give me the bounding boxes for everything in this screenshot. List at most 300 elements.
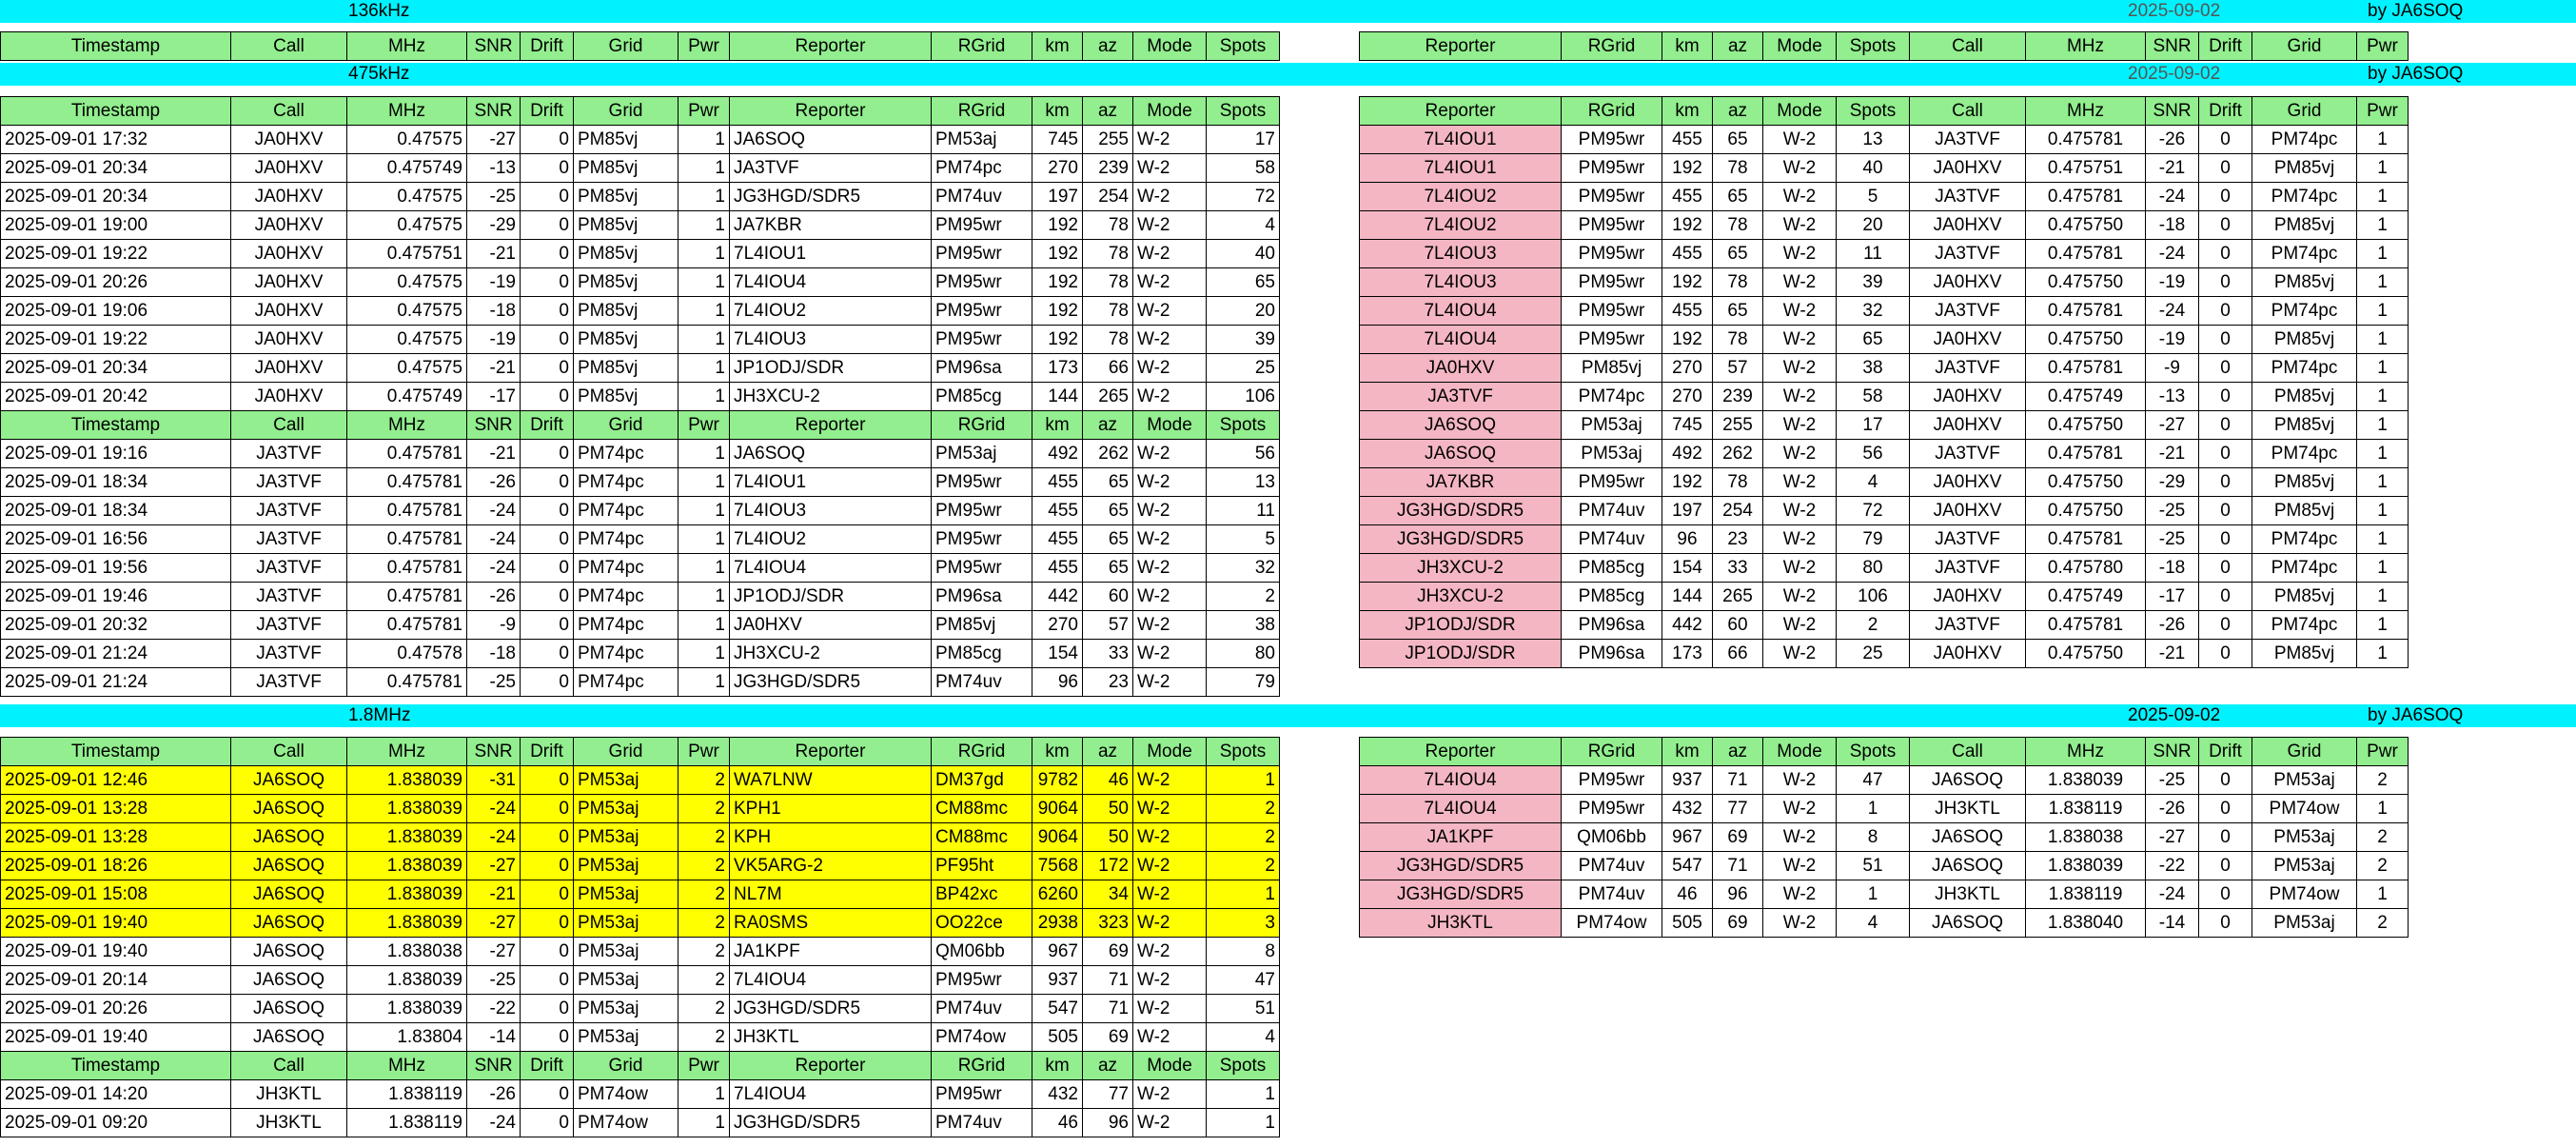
table-cell: 1.838039 [347, 823, 467, 852]
table-cell: 0 [521, 154, 574, 183]
table-row [1360, 440, 2409, 468]
table-cell: 7L4IOU4 [730, 268, 932, 297]
table-cell: PM53aj [574, 938, 678, 966]
table-cell: 0.475781 [2026, 183, 2146, 211]
table-cell: 1 [2357, 795, 2409, 823]
table-cell: 4 [1207, 1023, 1280, 1052]
table-cell: JA6SOQ [1360, 411, 1562, 440]
table-cell: JG3HGD/SDR5 [1360, 852, 1562, 880]
table-cell: PM95wr [932, 1080, 1032, 1109]
table-cell: 254 [1083, 183, 1133, 211]
column-header: az [1083, 32, 1133, 61]
table-cell: 7L4IOU3 [730, 326, 932, 354]
table-cell: 66 [1713, 640, 1763, 668]
table-cell: 0 [521, 1080, 574, 1109]
column-header: MHz [2026, 738, 2146, 766]
column-header: Grid [2252, 97, 2357, 126]
table-cell: 455 [1032, 554, 1083, 583]
table-cell: 77 [1713, 795, 1763, 823]
table-cell: PM74pc [574, 640, 678, 668]
column-header: az [1713, 97, 1763, 126]
table-cell: 547 [1662, 852, 1713, 880]
table-cell: PM85vj [1562, 354, 1662, 383]
table-cell: 0 [521, 468, 574, 497]
table-cell: PM74pc [2252, 240, 2357, 268]
table-cell: 492 [1662, 440, 1713, 468]
table-cell: JA0HXV [1910, 211, 2026, 240]
table-cell: 1 [678, 326, 730, 354]
table-cell: JA0HXV [1910, 268, 2026, 297]
table-cell: PM53aj [574, 766, 678, 795]
table-cell: 1 [2357, 154, 2409, 183]
table-cell: JA0HXV [231, 268, 347, 297]
table-cell: 11 [1837, 240, 1910, 268]
table-cell: 7568 [1032, 852, 1083, 880]
table-cell: -19 [467, 326, 521, 354]
column-header: RGrid [1562, 738, 1662, 766]
table-cell: JA3TVF [730, 154, 932, 183]
table-cell: -21 [467, 440, 521, 468]
table-cell: 2025-09-01 13:28 [1, 823, 231, 852]
table-cell: -21 [2146, 640, 2199, 668]
table-row [1360, 583, 2409, 611]
table-cell: 0 [2199, 766, 2252, 795]
table-cell: 197 [1032, 183, 1083, 211]
table-cell: -24 [2146, 880, 2199, 909]
table-cell: 0.475781 [347, 468, 467, 497]
table-cell: 270 [1032, 154, 1083, 183]
table-cell: JA7KBR [730, 211, 932, 240]
table-cell: PM85vj [574, 154, 678, 183]
column-header: MHz [347, 738, 467, 766]
table-cell: 0 [2199, 583, 2252, 611]
table-cell: 1 [1837, 880, 1910, 909]
table-cell: 0.475781 [2026, 297, 2146, 326]
table-cell: 270 [1032, 611, 1083, 640]
table-cell: 6260 [1032, 880, 1083, 909]
table-cell: 0.475750 [2026, 640, 2146, 668]
table-cell: 239 [1713, 383, 1763, 411]
table-cell: 1.838119 [2026, 880, 2146, 909]
column-header: km [1662, 738, 1713, 766]
table-cell: 547 [1032, 995, 1083, 1023]
table-cell: 46 [1032, 1109, 1083, 1137]
table-cell: -24 [2146, 183, 2199, 211]
table-cell: 0.475781 [347, 525, 467, 554]
table-136khz-by-reporter [1359, 31, 2409, 61]
table-cell: JA0HXV [1910, 383, 2026, 411]
table-cell: 7L4IOU4 [1360, 766, 1562, 795]
table-cell: PM74ow [574, 1109, 678, 1137]
table-cell: JA3TVF [1910, 297, 2026, 326]
table-row [1, 1080, 1280, 1109]
table-cell: 1 [678, 1109, 730, 1137]
column-header: Call [231, 1052, 347, 1080]
table-cell: PM74pc [2252, 440, 2357, 468]
table-cell: 0 [2199, 354, 2252, 383]
table-cell: 2 [2357, 852, 2409, 880]
table-cell: 1 [2357, 354, 2409, 383]
table-cell: 2025-09-01 19:22 [1, 326, 231, 354]
table-cell: 78 [1713, 326, 1763, 354]
table-cell: W-2 [1763, 440, 1837, 468]
table-cell: 0 [521, 240, 574, 268]
table-row [1, 938, 1280, 966]
table-cell: 0.475750 [2026, 497, 2146, 525]
table-cell: 0 [2199, 411, 2252, 440]
table-cell: 255 [1713, 411, 1763, 440]
table-cell: PM53aj [2252, 909, 2357, 938]
table-cell: PM74pc [1562, 383, 1662, 411]
column-header: Drift [2199, 32, 2252, 61]
table-cell: JA6SOQ [730, 440, 932, 468]
header-row [1, 97, 1280, 126]
header-row [1360, 738, 2409, 766]
table-cell: W-2 [1133, 1109, 1207, 1137]
table-cell: PM74pc [2252, 611, 2357, 640]
table-cell: 2025-09-01 18:26 [1, 852, 231, 880]
table-cell: 2025-09-01 19:46 [1, 583, 231, 611]
table-cell: 0.475751 [347, 240, 467, 268]
table-cell: 197 [1662, 497, 1713, 525]
table-cell: 2025-09-01 21:24 [1, 668, 231, 697]
table-row [1, 823, 1280, 852]
table-cell: 0 [521, 966, 574, 995]
table-cell: CM88mc [932, 795, 1032, 823]
table-cell: 323 [1083, 909, 1133, 938]
table-cell: PM85vj [2252, 211, 2357, 240]
table-cell: -25 [467, 183, 521, 211]
table-cell: PM53aj [2252, 766, 2357, 795]
table-cell: 46 [1662, 880, 1713, 909]
column-header: RGrid [932, 32, 1032, 61]
table-cell: W-2 [1763, 823, 1837, 852]
column-header: Timestamp [1, 738, 231, 766]
column-header: RGrid [932, 738, 1032, 766]
table-row [1, 268, 1280, 297]
table-cell: PM95wr [932, 297, 1032, 326]
table-cell: PM85cg [1562, 554, 1662, 583]
table-cell: PM74uv [1562, 852, 1662, 880]
table-row [1360, 468, 2409, 497]
table-cell: 0 [2199, 440, 2252, 468]
table-cell: W-2 [1133, 268, 1207, 297]
table-cell: JA0HXV [231, 383, 347, 411]
table-cell: 455 [1032, 468, 1083, 497]
table-cell: JH3KTL [1360, 909, 1562, 938]
table-cell: 0 [2199, 525, 2252, 554]
table-cell: W-2 [1133, 525, 1207, 554]
table-cell: 7L4IOU4 [730, 554, 932, 583]
table-cell: W-2 [1133, 354, 1207, 383]
table-cell: 0.475750 [2026, 468, 2146, 497]
table-cell: 0.475780 [2026, 554, 2146, 583]
table-cell: W-2 [1763, 795, 1837, 823]
table-cell: 0.475781 [2026, 611, 2146, 640]
table-cell: JA6SOQ [231, 995, 347, 1023]
table-cell: PM95wr [932, 240, 1032, 268]
table-cell: 144 [1032, 383, 1083, 411]
table-cell: 0 [521, 995, 574, 1023]
table-cell: -18 [467, 640, 521, 668]
table-cell: JG3HGD/SDR5 [730, 183, 932, 211]
table-row [1, 852, 1280, 880]
table-cell: 192 [1032, 240, 1083, 268]
table-cell: -21 [467, 240, 521, 268]
column-header: Timestamp [1, 411, 231, 440]
table-cell: 1.838040 [2026, 909, 2146, 938]
table-cell: 0.47575 [347, 268, 467, 297]
table-cell: 1 [2357, 440, 2409, 468]
table-cell: 25 [1207, 354, 1280, 383]
table-cell: PM95wr [932, 326, 1032, 354]
column-header: km [1032, 411, 1083, 440]
column-header: Spots [1837, 738, 1910, 766]
table-cell: 47 [1837, 766, 1910, 795]
table-cell: W-2 [1763, 326, 1837, 354]
table-cell: 1 [678, 154, 730, 183]
table-cell: JP1ODJ/SDR [730, 583, 932, 611]
table-cell: 0.475750 [2026, 268, 2146, 297]
table-cell: DM37gd [932, 766, 1032, 795]
table-row [1, 297, 1280, 326]
table-cell: PM85vj [574, 297, 678, 326]
table-cell: 78 [1083, 211, 1133, 240]
table-cell: 0 [2199, 383, 2252, 411]
table-cell: -27 [467, 126, 521, 154]
table-cell: JA3TVF [1910, 440, 2026, 468]
table-cell: W-2 [1133, 880, 1207, 909]
table-row [1, 795, 1280, 823]
table-cell: PM95wr [1562, 211, 1662, 240]
table-cell: 65 [1837, 326, 1910, 354]
table-cell: 2 [678, 852, 730, 880]
table-cell: 78 [1083, 326, 1133, 354]
table-cell: PM95wr [1562, 126, 1662, 154]
table-cell: PM95wr [932, 497, 1032, 525]
table-cell: 0 [521, 611, 574, 640]
table-cell: -24 [467, 525, 521, 554]
table-cell: PM95wr [932, 268, 1032, 297]
table-row [1, 611, 1280, 640]
table-cell: -29 [467, 211, 521, 240]
table-cell: 0 [521, 525, 574, 554]
table-cell: 20 [1837, 211, 1910, 240]
table-cell: JA3TVF [231, 611, 347, 640]
table-cell: W-2 [1133, 640, 1207, 668]
table-cell: 71 [1713, 766, 1763, 795]
table-cell: W-2 [1763, 354, 1837, 383]
table-cell: JG3HGD/SDR5 [730, 668, 932, 697]
table-cell: 13 [1837, 126, 1910, 154]
table-row [1360, 297, 2409, 326]
column-header: Call [231, 97, 347, 126]
table-cell: 2 [678, 880, 730, 909]
table-cell: 71 [1083, 995, 1133, 1023]
table-cell: -13 [2146, 383, 2199, 411]
table-cell: 79 [1207, 668, 1280, 697]
column-header: Reporter [730, 411, 932, 440]
table-cell: PM53aj [574, 823, 678, 852]
table-cell: 1 [678, 297, 730, 326]
column-header: Timestamp [1, 97, 231, 126]
table-row [1, 880, 1280, 909]
column-header: Pwr [2357, 738, 2409, 766]
table-cell: 2 [2357, 823, 2409, 852]
table-cell: PM85vj [2252, 640, 2357, 668]
table-cell: JA0HXV [1910, 411, 2026, 440]
table-cell: PM74ow [1562, 909, 1662, 938]
column-header: Drift [521, 1052, 574, 1080]
table-cell: W-2 [1133, 668, 1207, 697]
column-header: SNR [467, 97, 521, 126]
column-header: Spots [1207, 1052, 1280, 1080]
table-cell: PF95ht [932, 852, 1032, 880]
table-cell: 7L4IOU2 [730, 525, 932, 554]
table-cell: 1 [678, 468, 730, 497]
table-cell: -31 [467, 766, 521, 795]
table-cell: 0 [521, 326, 574, 354]
table-cell: 69 [1083, 1023, 1133, 1052]
table-cell: 0 [2199, 880, 2252, 909]
table-cell: -18 [2146, 554, 2199, 583]
table-cell: 65 [1083, 525, 1133, 554]
table-cell: 1 [678, 126, 730, 154]
table-cell: JA6SOQ [1910, 909, 2026, 938]
table-cell: 2025-09-01 19:22 [1, 240, 231, 268]
table-cell: JA0HXV [730, 611, 932, 640]
table-cell: 1.838119 [347, 1080, 467, 1109]
header-row [1, 1052, 1280, 1080]
column-header: Pwr [678, 32, 730, 61]
column-header: RGrid [932, 97, 1032, 126]
table-cell: 432 [1032, 1080, 1083, 1109]
table-cell: 0.475749 [2026, 383, 2146, 411]
table-cell: -24 [467, 497, 521, 525]
table-cell: 80 [1837, 554, 1910, 583]
table-cell: 51 [1207, 995, 1280, 1023]
table-cell: 4 [1837, 909, 1910, 938]
table-cell: 192 [1032, 268, 1083, 297]
table-cell: -17 [2146, 583, 2199, 611]
table-cell: -22 [2146, 852, 2199, 880]
table-cell: 2025-09-01 15:08 [1, 880, 231, 909]
column-header: Grid [574, 411, 678, 440]
date-label-18mhz: 2025-09-02 [2128, 705, 2221, 725]
table-cell: PM85vj [2252, 268, 2357, 297]
table-cell: PM85vj [932, 611, 1032, 640]
table-cell: 0.475781 [2026, 354, 2146, 383]
table-cell: 2025-09-01 19:40 [1, 909, 231, 938]
table-cell: PM95wr [1562, 297, 1662, 326]
table-cell: 262 [1713, 440, 1763, 468]
table-cell: W-2 [1133, 497, 1207, 525]
table-cell: 1 [678, 583, 730, 611]
table-cell: 2025-09-01 20:34 [1, 154, 231, 183]
table-cell: 0.47575 [347, 126, 467, 154]
table-row [1360, 880, 2409, 909]
table-cell: 17 [1207, 126, 1280, 154]
table-cell: 1 [2357, 880, 2409, 909]
table-cell: W-2 [1133, 995, 1207, 1023]
band-label-136khz: 136kHz [348, 1, 410, 21]
table-cell: 1.83804 [347, 1023, 467, 1052]
table-cell: -26 [467, 583, 521, 611]
table-cell: JA0HXV [231, 297, 347, 326]
table-cell: -25 [2146, 497, 2199, 525]
table-cell: 40 [1837, 154, 1910, 183]
table-cell: JA6SOQ [231, 823, 347, 852]
table-cell: 0 [2199, 126, 2252, 154]
table-cell: 1 [2357, 583, 2409, 611]
column-header: Reporter [730, 32, 932, 61]
table-cell: NL7M [730, 880, 932, 909]
table-cell: JA3TVF [231, 668, 347, 697]
table-cell: W-2 [1133, 240, 1207, 268]
column-header: MHz [347, 32, 467, 61]
table-cell: -13 [467, 154, 521, 183]
table-cell: 0 [2199, 497, 2252, 525]
table-row [1, 468, 1280, 497]
table-cell: 192 [1032, 326, 1083, 354]
table-cell: 2 [678, 909, 730, 938]
table-cell: 56 [1207, 440, 1280, 468]
header-row [1360, 32, 2409, 61]
table-cell: W-2 [1763, 640, 1837, 668]
table-cell: W-2 [1133, 823, 1207, 852]
column-header: Grid [574, 97, 678, 126]
table-cell: PM95wr [1562, 468, 1662, 497]
table-cell: -9 [2146, 354, 2199, 383]
table-cell: W-2 [1763, 154, 1837, 183]
table-cell: 78 [1713, 154, 1763, 183]
author-label-475khz: by JA6SOQ [2368, 64, 2464, 84]
table-18mhz-by-call [0, 737, 1280, 1137]
table-cell: 2 [678, 966, 730, 995]
table-cell: JH3KTL [1910, 795, 2026, 823]
table-cell: 2025-09-01 20:42 [1, 383, 231, 411]
table-row [1360, 383, 2409, 411]
table-cell: JH3XCU-2 [1360, 583, 1562, 611]
table-cell: JA0HXV [1910, 497, 2026, 525]
table-cell: 173 [1662, 640, 1713, 668]
table-cell: 0.475781 [2026, 126, 2146, 154]
table-cell: CM88mc [932, 823, 1032, 852]
table-cell: 65 [1207, 268, 1280, 297]
table-cell: 0 [2199, 268, 2252, 297]
table-cell: -24 [467, 554, 521, 583]
table-cell: 72 [1207, 183, 1280, 211]
table-cell: PM53aj [932, 440, 1032, 468]
table-cell: W-2 [1133, 852, 1207, 880]
table-cell: -24 [2146, 297, 2199, 326]
header-row [1, 411, 1280, 440]
column-header: RGrid [1562, 97, 1662, 126]
table-cell: 1 [2357, 126, 2409, 154]
column-header: Reporter [1360, 32, 1562, 61]
table-cell: 7L4IOU3 [730, 497, 932, 525]
table-cell: -19 [467, 268, 521, 297]
table-cell: W-2 [1133, 795, 1207, 823]
column-header: Grid [574, 1052, 678, 1080]
table-cell: PM74pc [2252, 297, 2357, 326]
table-cell: 505 [1032, 1023, 1083, 1052]
table-cell: 1 [1207, 880, 1280, 909]
table-cell: 154 [1032, 640, 1083, 668]
table-cell: 2025-09-01 19:16 [1, 440, 231, 468]
table-cell: 1.838039 [347, 909, 467, 938]
column-header: Pwr [2357, 97, 2409, 126]
